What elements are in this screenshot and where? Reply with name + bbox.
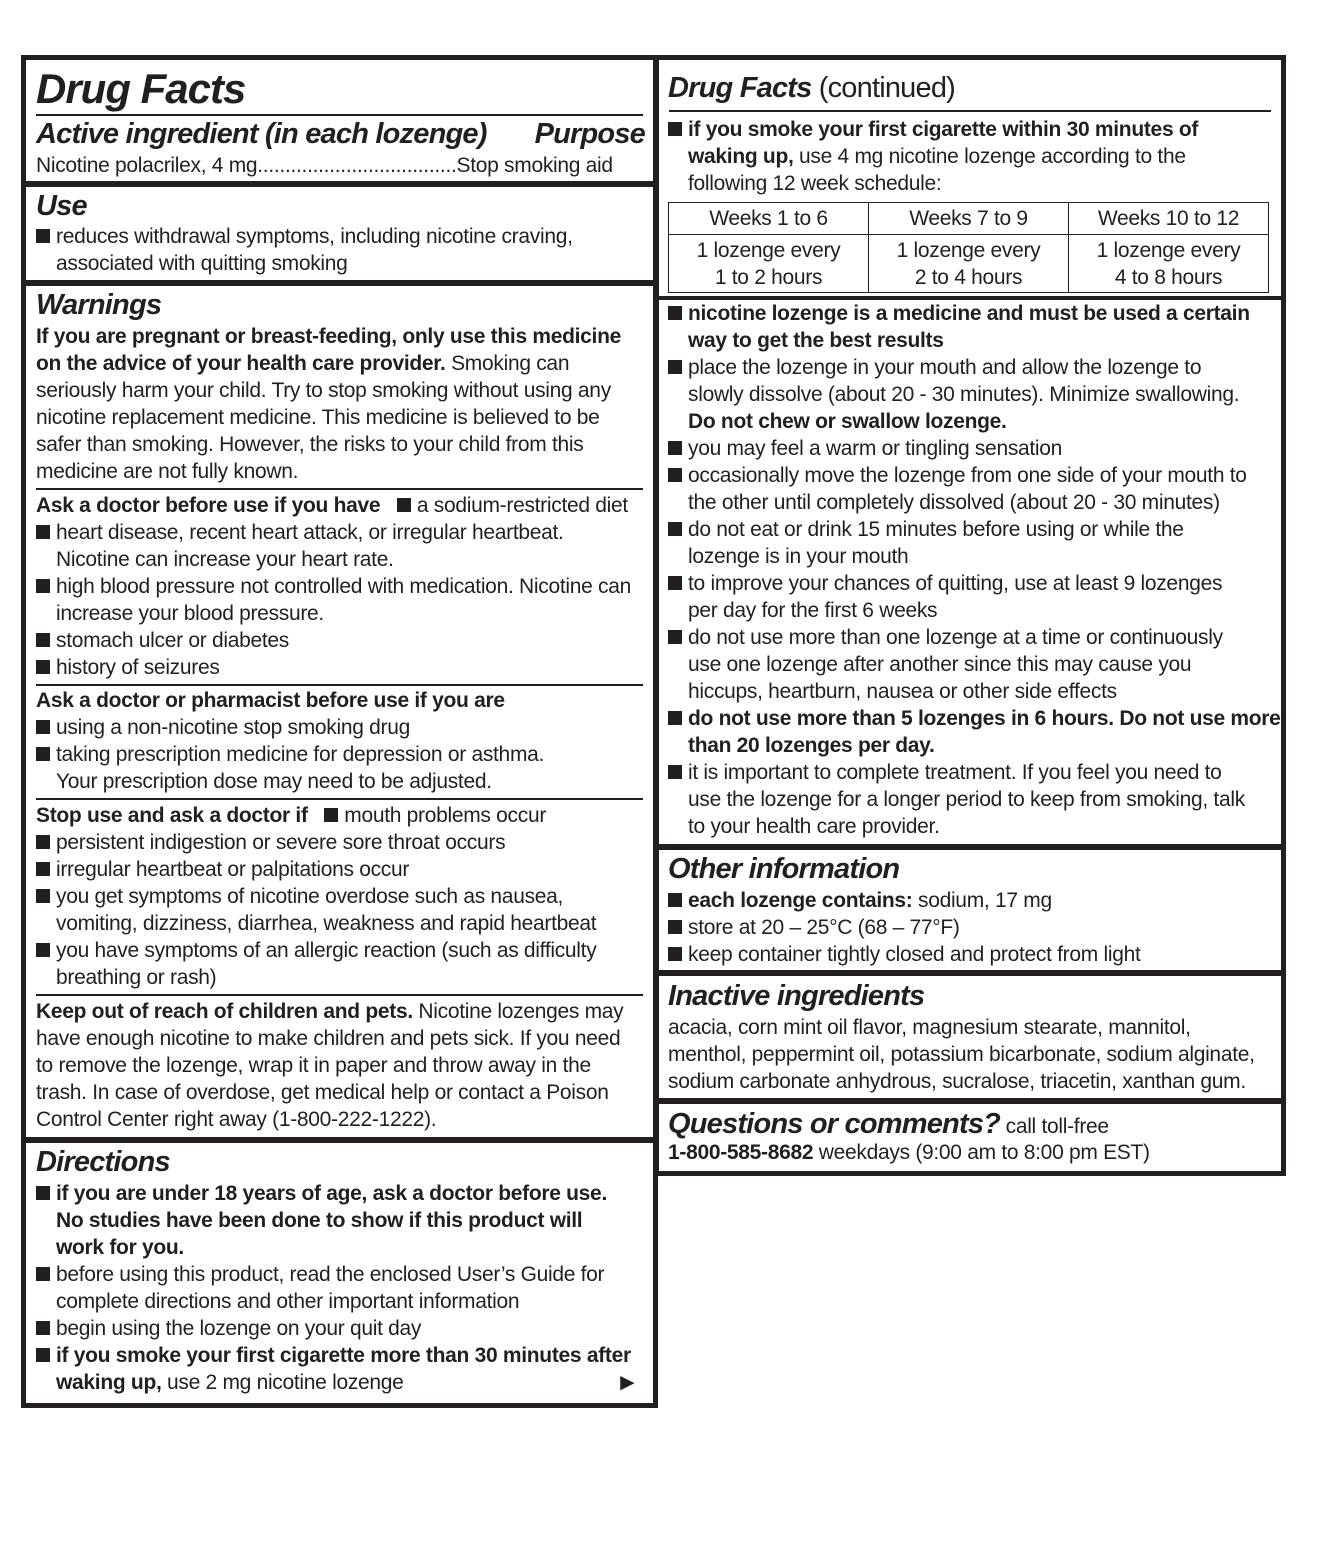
bullet-icon	[668, 576, 682, 590]
directions-item: if you are under 18 years of age, ask a doctor before use.	[36, 1180, 607, 1207]
ask-doctor-heading: Ask a doctor before use if you have	[36, 494, 381, 517]
active-ingredient: Nicotine polacrilex, 4 mg	[36, 154, 258, 177]
stop-use-item: irregular heartbeat or palpitations occur	[36, 856, 409, 883]
directions-item: it is important to complete treatment. If you feel you need to	[668, 759, 1222, 786]
directions-item-cont: Do not chew or swallow lozenge.	[688, 410, 1007, 433]
ask-pharmacist-item: using a non-nicotine stop smoking drug	[36, 714, 410, 741]
pregnancy-warning-line: medicine are not fully known.	[36, 460, 299, 483]
keep-out-line: Control Center right away (1-800-222-1222).	[36, 1108, 437, 1131]
use-heading: Use	[36, 190, 87, 222]
directions-item: place the lozenge in your mouth and allow the lozenge to	[668, 354, 1201, 381]
bullet-icon	[36, 1348, 50, 1362]
bullet-icon	[668, 947, 682, 961]
schedule-intro-cont: following 12 week schedule:	[688, 172, 942, 195]
bullet-icon	[668, 468, 682, 482]
pregnancy-warning-line: safer than smoking. However, the risks to your child from this	[36, 433, 584, 456]
directions-item-cont: use the lozenge for a longer period to keep from smoking, talk	[688, 788, 1245, 811]
directions-item-cont: use one lozenge after another since this may cause you	[688, 653, 1192, 676]
directions-item-cont: to your health care provider.	[688, 815, 940, 838]
other-info-item: each lozenge contains: sodium, 17 mg	[668, 887, 1052, 914]
bullet-icon	[668, 765, 682, 779]
phone-number: 1-800-585-8682	[668, 1141, 814, 1164]
inactive-ingredients-line: menthol, peppermint oil, potassium bicarbonate, sodium alginate,	[668, 1043, 1255, 1066]
continue-arrow-icon: ►	[615, 1369, 639, 1396]
bullet-icon	[668, 711, 682, 725]
other-info-item: store at 20 – 25°C (68 – 77°F)	[668, 914, 960, 941]
divider	[36, 488, 643, 490]
ask-doctor-item: stomach ulcer or diabetes	[36, 627, 289, 654]
warnings-heading: Warnings	[36, 289, 162, 321]
bullet-icon	[36, 1186, 50, 1200]
questions-line: Questions or comments? call toll-free	[668, 1108, 1109, 1140]
ask-doctor-item: high blood pressure not controlled with medication. Nicotine can	[36, 573, 631, 600]
inactive-ingredients-heading: Inactive ingredients	[668, 980, 925, 1012]
drug-facts-right-panel	[654, 55, 1286, 1176]
schedule-header: Weeks 10 to 12	[1069, 203, 1269, 235]
inactive-ingredients-line: acacia, corn mint oil flavor, magnesium stearate, mannitol,	[668, 1016, 1191, 1039]
directions-item-cont: than 20 lozenges per day.	[688, 734, 935, 757]
directions-item: to improve your chances of quitting, use at least 9 lozenges	[668, 570, 1222, 597]
keep-out-line: to remove the lozenge, wrap it in paper and throw away in the	[36, 1054, 591, 1077]
divider	[36, 684, 643, 686]
bullet-icon	[397, 498, 411, 512]
dosing-schedule-table	[668, 202, 1269, 293]
other-information-heading: Other information	[668, 853, 900, 885]
section-divider	[659, 844, 1281, 850]
stop-use-line: Stop use and ask a doctor if mouth problems occur	[36, 804, 547, 827]
section-divider	[659, 970, 1281, 976]
directions-item: occasionally move the lozenge from one side of your mouth to	[668, 462, 1247, 489]
ask-doctor-item: history of seizures	[36, 654, 220, 681]
directions-item-cont: work for you.	[56, 1236, 184, 1259]
keep-out-line: trash. In case of overdose, get medical help or contact a Poison	[36, 1081, 609, 1104]
directions-item: do not use more than 5 lozenges in 6 hours. Do not use more	[668, 705, 1281, 732]
schedule-intro-cont: waking up, use 4 mg nicotine lozenge according to the	[688, 145, 1186, 168]
schedule-cell: 1 lozenge every 4 to 8 hours	[1069, 235, 1269, 293]
questions-heading: Questions or comments?	[668, 1108, 1001, 1140]
directions-item: if you smoke your first cigarette more than 30 minutes after	[36, 1342, 631, 1369]
purpose-heading: Purpose	[534, 118, 645, 150]
bullet-icon	[36, 862, 50, 876]
bullet-icon	[36, 1321, 50, 1335]
bullet-icon	[324, 808, 338, 822]
bullet-icon	[36, 633, 50, 647]
ask-doctor-item-cont: Nicotine can increase your heart rate.	[56, 548, 394, 571]
schedule-cell: 1 lozenge every 1 to 2 hours	[669, 235, 869, 293]
ask-doctor-item-cont: increase your blood pressure.	[56, 602, 324, 625]
directions-item-cont: slowly dissolve (about 20 - 30 minutes). Minimize swallowing.	[688, 383, 1240, 406]
questions-phone-line: 1-800-585-8682 weekdays (9:00 am to 8:00 pm EST)	[668, 1141, 1150, 1164]
drug-facts-continued-title: Drug Facts (continued)	[668, 72, 956, 104]
divider	[36, 994, 643, 996]
directions-item-cont: lozenge is in your mouth	[688, 545, 909, 568]
directions-item-cont: the other until completely dissolved (about 20 - 30 minutes)	[688, 491, 1220, 514]
schedule-header: Weeks 7 to 9	[869, 203, 1069, 235]
stop-use-item-cont: breathing or rash)	[56, 966, 217, 989]
directions-item: do not eat or drink 15 minutes before using or while the	[668, 516, 1184, 543]
stop-use-item: you get symptoms of nicotine overdose such as nausea,	[36, 883, 563, 910]
directions-heading: Directions	[36, 1146, 170, 1178]
bullet-icon	[668, 360, 682, 374]
bullet-icon	[36, 525, 50, 539]
drug-facts-title: Drug Facts	[36, 65, 246, 112]
bullet-icon	[36, 835, 50, 849]
use-item: reduces withdrawal symptoms, including nicotine craving,	[36, 223, 573, 250]
bullet-icon	[668, 630, 682, 644]
bullet-icon	[36, 747, 50, 761]
pregnancy-warning-line: seriously harm your child. Try to stop smoking without using any	[36, 379, 611, 402]
stop-use-heading: Stop use and ask a doctor if	[36, 804, 308, 827]
section-divider	[26, 280, 653, 286]
stop-use-item: persistent indigestion or severe sore throat occurs	[36, 829, 505, 856]
directions-item-cont: way to get the best results	[688, 329, 944, 352]
directions-item: before using this product, read the enclosed User’s Guide for	[36, 1261, 604, 1288]
use-item-cont: associated with quitting smoking	[56, 252, 348, 275]
bullet-icon	[36, 943, 50, 957]
active-ingredient-heading: Active ingredient (in each lozenge)	[36, 118, 487, 150]
bullet-icon	[668, 441, 682, 455]
directions-item-cont: per day for the first 6 weeks	[688, 599, 938, 622]
directions-item-cont: hiccups, heartburn, nausea or other side effects	[688, 680, 1117, 703]
ask-pharmacist-heading: Ask a doctor or pharmacist before use if you are	[36, 689, 505, 712]
directions-item: do not use more than one lozenge at a time or continuously	[668, 624, 1223, 651]
bullet-icon	[36, 720, 50, 734]
divider	[669, 110, 1271, 112]
keep-out-line: have enough nicotine to make children and pets sick. If you need	[36, 1027, 621, 1050]
directions-item-cont: waking up, use 2 mg nicotine lozenge	[56, 1371, 404, 1394]
bullet-icon	[36, 889, 50, 903]
leader-dots: ....................................	[257, 154, 457, 177]
stop-use-item: you have symptoms of an allergic reaction (such as difficulty	[36, 937, 596, 964]
stop-use-item-cont: vomiting, dizziness, diarrhea, weakness and rapid heartbeat	[56, 912, 597, 935]
section-divider	[26, 181, 653, 187]
bullet-icon	[668, 306, 682, 320]
purpose-value: Stop smoking aid	[456, 154, 613, 177]
pregnancy-warning-line: nicotine replacement medicine. This medicine is believed to be	[36, 406, 600, 429]
bullet-icon	[36, 579, 50, 593]
bullet-icon	[36, 229, 50, 243]
divider	[36, 114, 643, 116]
other-info-item: keep container tightly closed and protect from light	[668, 941, 1141, 968]
divider	[36, 798, 643, 800]
section-divider	[659, 1098, 1281, 1104]
pregnancy-warning-line: on the advice of your health care provider. Smoking can	[36, 352, 570, 375]
pregnancy-warning-bold: If you are pregnant or breast-feeding, only use this medicine	[36, 325, 621, 348]
bullet-icon	[668, 122, 682, 136]
ask-pharmacist-item-cont: Your prescription dose may need to be adjusted.	[56, 770, 492, 793]
bullet-icon	[668, 920, 682, 934]
bullet-icon	[36, 660, 50, 674]
directions-item: you may feel a warm or tingling sensation	[668, 435, 1062, 462]
schedule-intro: if you smoke your first cigarette within 30 minutes of	[668, 116, 1198, 143]
keep-out-line: Keep out of reach of children and pets. Nicotine lozenges may	[36, 1000, 624, 1023]
ask-doctor-item: heart disease, recent heart attack, or irregular heartbeat.	[36, 519, 564, 546]
schedule-header: Weeks 1 to 6	[669, 203, 869, 235]
ask-doctor-line: Ask a doctor before use if you have a sodium-restricted diet	[36, 494, 628, 517]
directions-item-cont: No studies have been done to show if this product will	[56, 1209, 583, 1232]
directions-item: nicotine lozenge is a medicine and must be used a certain	[668, 300, 1250, 327]
schedule-cell: 1 lozenge every 2 to 4 hours	[869, 235, 1069, 293]
bullet-icon	[668, 522, 682, 536]
section-divider	[26, 1137, 653, 1143]
drug-facts-left-panel	[21, 55, 658, 1408]
ask-pharmacist-item: taking prescription medicine for depression or asthma.	[36, 741, 544, 768]
directions-item-cont: complete directions and other important information	[56, 1290, 520, 1313]
bullet-icon	[668, 893, 682, 907]
inactive-ingredients-line: sodium carbonate anhydrous, sucralose, triacetin, xanthan gum.	[668, 1070, 1246, 1093]
directions-item: begin using the lozenge on your quit day	[36, 1315, 421, 1342]
active-ingredient-line	[36, 152, 613, 179]
bullet-icon	[36, 1267, 50, 1281]
